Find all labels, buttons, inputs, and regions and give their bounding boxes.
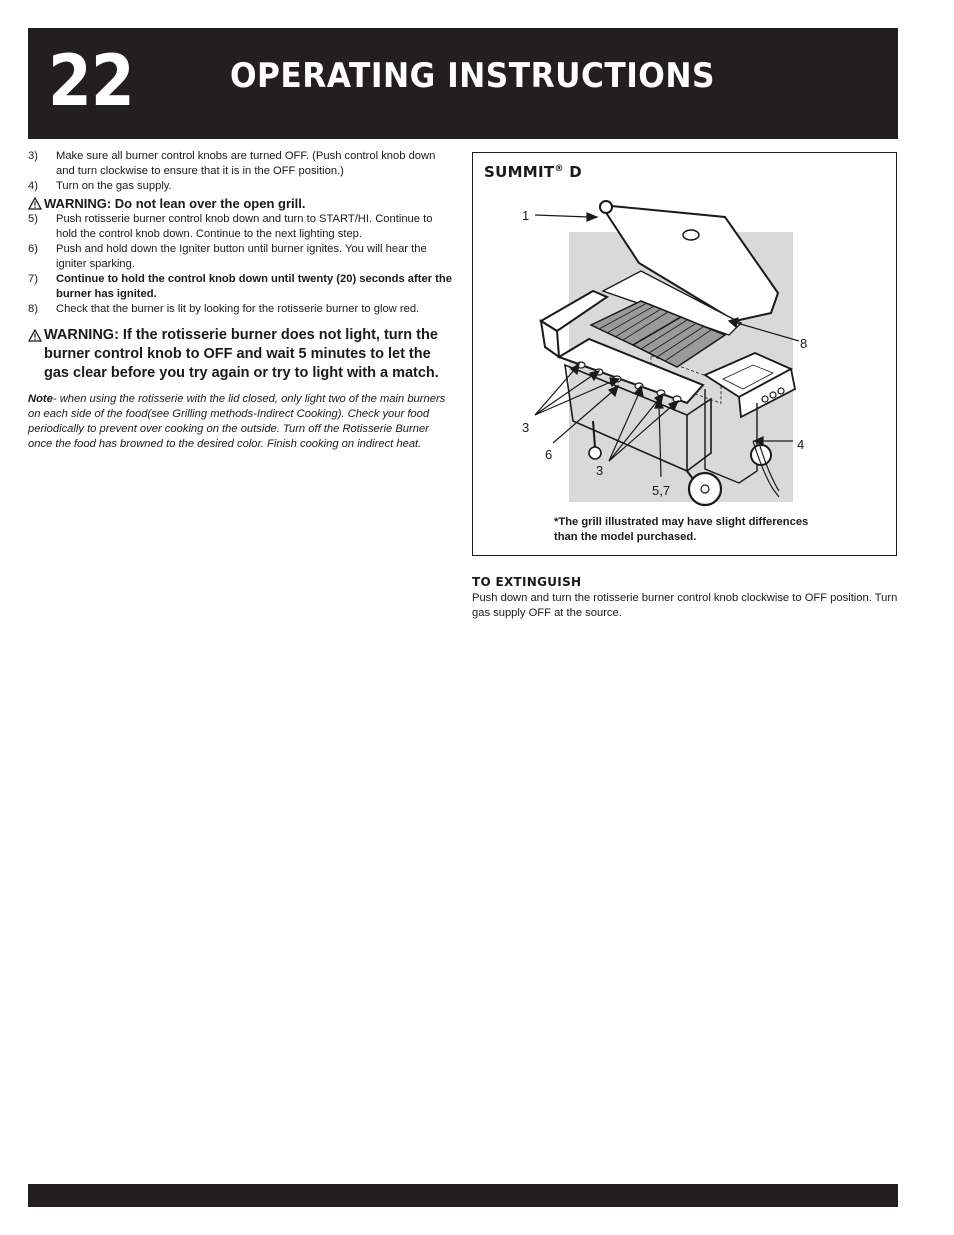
warning-text: WARNING: If the rotisserie burner does not light, turn the burner control knob to OFF and wait 5 minutes to let the gas clear before you try again or try to light with a match. bbox=[44, 327, 439, 381]
note-label: Note bbox=[28, 393, 53, 405]
callout-5-7: 5,7 bbox=[652, 483, 671, 498]
callout-3-lower: 3 bbox=[596, 463, 604, 478]
step-number: 8) bbox=[28, 303, 38, 315]
footer-bar bbox=[28, 1184, 898, 1207]
page-header bbox=[28, 28, 898, 139]
extinguish-text: Push down and turn the rotisserie burner control knob clockwise to OFF position. Turn gas supply OFF at the source. bbox=[472, 592, 898, 619]
callout-4: 4 bbox=[797, 437, 805, 452]
step-number: 5) bbox=[28, 213, 38, 225]
step-text: Make sure all burner control knobs are turned OFF. (Push control knob down and turn clockwise to ensure that it is in the OFF position.) bbox=[56, 150, 436, 177]
callout-1: 1 bbox=[522, 208, 530, 223]
step-number: 7) bbox=[28, 273, 38, 285]
rotisserie-note bbox=[28, 392, 454, 452]
page-number: 22 bbox=[48, 40, 134, 122]
step-text: Push rotisserie burner control knob down and turn to START/HI. Continue to hold the control knob down. Continue to the next lighting step. bbox=[56, 213, 433, 240]
step-number: 3) bbox=[28, 150, 38, 162]
extinguish-heading: TO EXTINGUISH bbox=[472, 575, 582, 589]
model-label: SUMMIT bbox=[484, 163, 555, 181]
step-item bbox=[28, 179, 454, 194]
registered-mark: ® bbox=[554, 164, 564, 174]
step-text: Push and hold down the Igniter button until burner ignites. You will hear the igniter sparking. bbox=[56, 243, 427, 270]
callout-8: 8 bbox=[800, 336, 808, 351]
step-text: Turn on the gas supply. bbox=[56, 180, 172, 192]
lighting-instructions bbox=[28, 149, 454, 452]
step-item bbox=[28, 242, 454, 272]
callout-3: 3 bbox=[522, 420, 530, 435]
warning-lean bbox=[28, 195, 454, 212]
step-text: Check that the burner is lit by looking for the rotisserie burner to glow red. bbox=[56, 303, 420, 315]
page-title: OPERATING INSTRUCTIONS bbox=[230, 56, 715, 96]
warning-triangle-icon bbox=[28, 197, 42, 210]
step-item bbox=[28, 272, 454, 302]
grill-figure bbox=[472, 152, 897, 556]
note-text: - when using the rotisserie with the lid closed, only light two of the main burners on each side of the food(see Grilling methods-Indirect Cooking). Check your food periodically to prevent over cooking on the outside. Turn off the Rotisserie Burner once the food has browned to the desired color. Finish cooking on indirect heat. bbox=[28, 393, 446, 450]
warning-text: WARNING: Do not lean over the open grill. bbox=[44, 196, 306, 211]
step-item bbox=[28, 149, 454, 179]
warning-no-light bbox=[28, 326, 454, 383]
warning-triangle-icon bbox=[28, 329, 42, 342]
step-item bbox=[28, 212, 454, 242]
figure-caption: *The grill illustrated may have slight differences than the model purchased. bbox=[554, 516, 809, 543]
step-text: Continue to hold the control knob down until twenty (20) seconds after the burner has ignited. bbox=[56, 273, 452, 300]
callout-6: 6 bbox=[545, 447, 553, 462]
extinguish-section bbox=[472, 574, 898, 621]
step-number: 4) bbox=[28, 180, 38, 192]
model-suffix: D bbox=[563, 163, 583, 181]
grill-illustration bbox=[473, 153, 895, 553]
step-item bbox=[28, 302, 454, 317]
step-number: 6) bbox=[28, 243, 38, 255]
